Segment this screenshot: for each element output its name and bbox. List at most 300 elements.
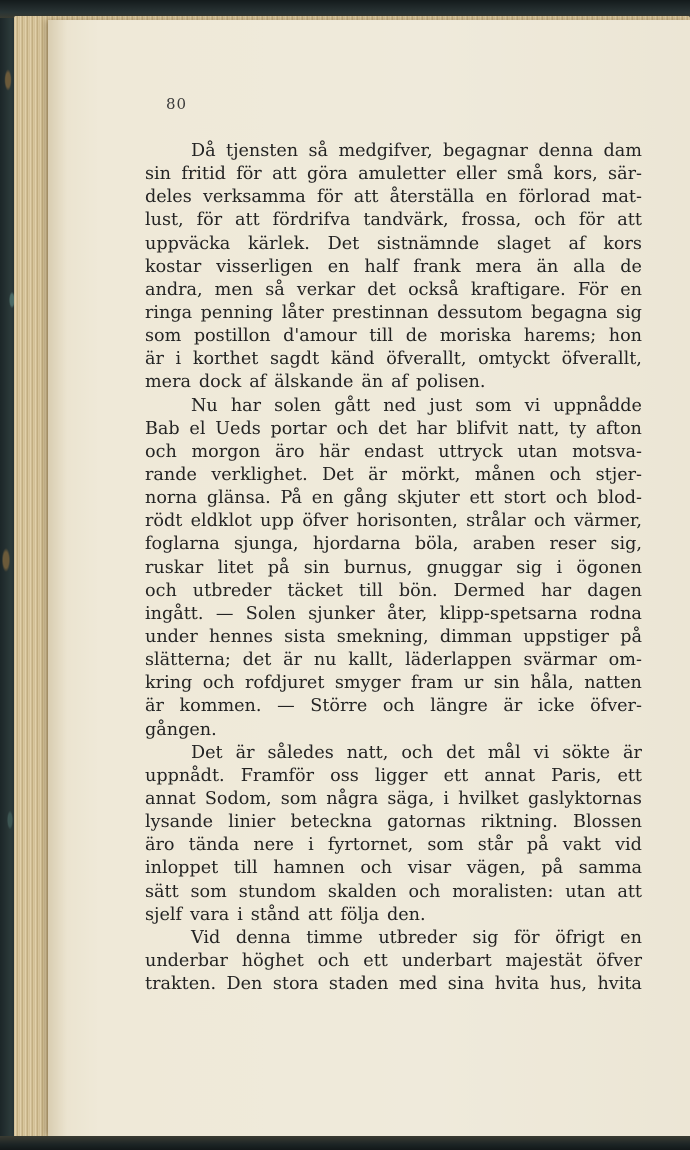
text-line: [145, 788, 642, 811]
text-line: [145, 811, 642, 834]
word: sin: [493, 673, 520, 694]
word: medgifver,: [338, 141, 433, 161]
word: rande: [145, 464, 197, 485]
word: upp: [260, 511, 295, 532]
word: just: [429, 395, 463, 416]
word: är: [368, 464, 387, 485]
word: eller: [456, 164, 497, 185]
text-line: [145, 557, 642, 580]
word: gatornas: [387, 812, 466, 833]
word: i: [237, 904, 243, 925]
word: eldklot: [190, 511, 252, 532]
text-line: [145, 834, 642, 857]
word: vakt: [562, 835, 601, 856]
word: lysande: [145, 812, 214, 833]
word: och: [317, 950, 350, 971]
word: prestinnan: [332, 302, 429, 323]
text-line: [145, 209, 642, 232]
word: beteckna: [290, 812, 372, 833]
word: burnus,: [344, 557, 413, 578]
text-line: [145, 927, 642, 950]
word: Det: [191, 742, 223, 763]
word: utbreder: [378, 927, 457, 948]
text-line: [145, 395, 642, 418]
word: —: [277, 696, 295, 717]
word: på: [526, 835, 549, 856]
word: och: [555, 488, 588, 509]
word: som: [190, 881, 227, 902]
word: frank: [413, 256, 461, 277]
word: korthet: [192, 349, 259, 370]
word: denna: [538, 141, 594, 161]
text-line: [145, 348, 642, 371]
text-line: [145, 233, 642, 256]
word: i: [556, 557, 563, 578]
word: och: [336, 418, 369, 439]
word: Det: [322, 464, 354, 485]
word: Ueds: [215, 418, 261, 439]
word: sär-: [608, 164, 642, 185]
text-line: [145, 580, 642, 603]
word: än: [361, 372, 384, 393]
word: öfver-: [590, 696, 642, 717]
word: För: [577, 279, 609, 300]
word: andra,: [145, 279, 203, 300]
word: en: [311, 488, 334, 509]
word: här: [319, 441, 350, 462]
word: el: [189, 418, 206, 439]
word: penning: [200, 302, 274, 323]
word: är: [623, 742, 642, 763]
word: trakten.: [145, 974, 217, 995]
word: morgon: [191, 441, 261, 462]
word: uppnådde: [553, 395, 642, 416]
word: amuletter: [358, 164, 446, 185]
text-line: [145, 487, 642, 510]
word: att: [617, 210, 642, 231]
word: om-: [608, 650, 642, 671]
word: uppnådt.: [145, 765, 225, 786]
text-line: [145, 464, 642, 487]
word: verklighet.: [211, 464, 308, 485]
word: d'amour: [283, 326, 357, 347]
word: än: [536, 256, 559, 277]
word: endast: [364, 441, 424, 462]
text-line: [145, 672, 642, 695]
word: en: [620, 927, 642, 948]
word: hvita: [494, 974, 540, 995]
word: gången.: [145, 719, 217, 740]
word: en: [485, 187, 508, 208]
word: omtyckt: [478, 349, 550, 370]
word: verkar: [296, 279, 356, 300]
word: polisen.: [415, 372, 486, 393]
word: hus,: [549, 974, 587, 995]
word: kallt,: [348, 650, 394, 671]
word: till: [233, 858, 258, 879]
word: för: [578, 210, 605, 231]
word: för: [196, 210, 223, 231]
word: som: [427, 835, 464, 856]
text-line: [145, 765, 642, 788]
word: bön.: [398, 580, 438, 601]
word: kors: [603, 233, 642, 254]
word: smyger: [334, 673, 401, 694]
word: höghet: [241, 950, 304, 971]
word: Vid: [191, 927, 221, 948]
word: fram: [411, 673, 454, 694]
word: smekning,: [336, 626, 429, 647]
word: harems;: [523, 326, 597, 347]
text-line: [145, 510, 642, 533]
word: har: [230, 395, 262, 416]
word: lust,: [145, 210, 184, 231]
word: denna: [235, 927, 291, 948]
word: på: [620, 626, 642, 647]
word: nere: [253, 835, 294, 856]
word: kostar: [145, 256, 202, 277]
word: det: [377, 418, 407, 439]
word: öfver: [302, 511, 349, 532]
word: horisonten,: [356, 511, 458, 532]
text-line: [145, 371, 642, 394]
word: Då: [191, 141, 216, 161]
word: dimman: [439, 626, 512, 647]
word: mörkt,: [401, 464, 461, 485]
word: sagdt: [270, 349, 320, 370]
word: gått: [334, 395, 371, 416]
text-line: [145, 279, 642, 302]
word: och: [533, 511, 566, 532]
word: sina: [447, 974, 485, 995]
word: kring: [145, 673, 193, 694]
text-line: [145, 140, 642, 163]
word: underbart: [401, 950, 492, 971]
word: sista: [284, 626, 326, 647]
word: hvita: [597, 974, 642, 995]
word: stånd: [250, 904, 300, 925]
word: Det: [327, 233, 360, 254]
word: klipp-spetsarna: [439, 603, 578, 624]
word: hjordarna: [312, 534, 401, 555]
word: afton: [595, 418, 642, 439]
word: känd: [330, 349, 375, 370]
word: postillon: [193, 326, 271, 347]
word: tandvärk,: [363, 210, 449, 231]
word: Framför: [240, 765, 315, 786]
word: hon: [608, 326, 642, 347]
text-line: [145, 441, 642, 464]
page-number: 80: [166, 95, 188, 113]
word: sig: [516, 557, 543, 578]
word: reser: [549, 534, 597, 555]
text-line: [145, 649, 642, 672]
word: kärlek.: [248, 233, 310, 254]
word: och: [145, 441, 177, 462]
word: blifvit: [456, 418, 509, 439]
word: Den: [226, 974, 263, 995]
word: gaslyktornas: [527, 788, 642, 809]
word: visserligen: [216, 256, 313, 277]
word: i: [443, 788, 450, 809]
word: att: [353, 187, 379, 208]
word: under: [145, 626, 198, 647]
word: ett: [617, 765, 642, 786]
word: utbreder: [192, 580, 272, 601]
word: —: [215, 603, 234, 624]
word: solen: [274, 395, 322, 416]
word: svärmar: [523, 650, 597, 671]
word: mera: [145, 372, 191, 393]
word: den.: [386, 904, 426, 925]
word: ringa: [145, 302, 193, 323]
word: som: [475, 395, 512, 416]
word: en: [620, 279, 642, 300]
text-line: [145, 163, 642, 186]
word: åter,: [387, 603, 428, 624]
word: uttryck: [438, 441, 503, 462]
word: ingått.: [145, 603, 204, 624]
word: annat: [145, 788, 196, 809]
text-line: [145, 742, 642, 765]
word: och: [534, 210, 566, 231]
word: de: [405, 326, 428, 347]
word: visar: [407, 858, 452, 879]
word: vid: [615, 835, 642, 856]
word: att: [617, 881, 642, 902]
word: begagnar: [443, 141, 528, 161]
word: är: [283, 650, 303, 671]
text-line: [145, 626, 642, 649]
text-line: [145, 857, 642, 880]
word: deles: [145, 187, 192, 208]
word: tjensten: [226, 141, 299, 161]
word: af: [568, 233, 586, 254]
word: uppväcka: [145, 233, 231, 254]
word: håla,: [530, 673, 574, 694]
word: i: [175, 349, 182, 370]
text-line: [145, 533, 642, 556]
word: läderlappen: [405, 650, 512, 671]
word: som: [280, 788, 318, 809]
word: för: [514, 927, 540, 948]
word: värmer,: [573, 511, 642, 532]
word: ur: [463, 673, 484, 694]
word: begagna: [531, 302, 608, 323]
word: har: [540, 580, 572, 601]
word: Nu: [191, 395, 218, 416]
word: ögonen: [576, 557, 642, 578]
word: ned: [383, 395, 417, 416]
word: Sodom,: [204, 788, 272, 809]
word: ett: [469, 488, 495, 509]
word: uppstiger: [523, 626, 609, 647]
word: sig,: [610, 534, 642, 555]
word: sin: [145, 164, 171, 185]
word: skjuter: [397, 488, 460, 509]
word: på: [267, 557, 290, 578]
word: norna: [145, 488, 198, 509]
word: och: [202, 673, 235, 694]
word: gnuggar: [426, 557, 502, 578]
word: frossa,: [461, 210, 522, 231]
word: araben: [472, 534, 536, 555]
word: och: [145, 580, 177, 601]
word: ty: [569, 418, 587, 439]
word: af: [391, 372, 409, 393]
word: förlorad: [518, 187, 591, 208]
word: kommen.: [179, 696, 262, 717]
word: öfver: [596, 950, 642, 971]
word: att: [272, 164, 297, 185]
word: litet: [217, 557, 254, 578]
word: hennes: [209, 626, 273, 647]
word: och: [360, 858, 393, 879]
word: öfrigt: [555, 927, 605, 948]
word: Paris,: [551, 765, 602, 786]
word: oss: [330, 765, 359, 786]
word: som: [145, 326, 182, 347]
word: verksamma: [202, 187, 306, 208]
word: natt,: [346, 742, 389, 763]
word: också: [408, 279, 459, 300]
word: för: [236, 164, 262, 185]
word: majestät: [505, 950, 583, 971]
word: sig: [616, 302, 642, 323]
word: till: [358, 580, 383, 601]
word: sökte: [562, 742, 611, 763]
word: en: [327, 256, 350, 277]
word: portar: [270, 418, 327, 439]
word: natt,: [517, 418, 560, 439]
word: månen: [474, 464, 536, 485]
bottom-binding-strip: [0, 1136, 690, 1150]
text-line: [145, 186, 642, 209]
word: alla: [573, 256, 606, 277]
word: sjunga,: [234, 534, 299, 555]
word: half: [364, 256, 399, 277]
word: moralisten:: [452, 881, 554, 902]
word: dagen: [587, 580, 642, 601]
word: har: [416, 418, 447, 439]
word: fritid: [181, 164, 226, 185]
text-line: [145, 973, 642, 996]
word: glänsa.: [206, 488, 271, 509]
word: rödt: [145, 511, 183, 532]
word: återställa: [389, 187, 475, 208]
word: och: [401, 742, 434, 763]
word: utan: [565, 881, 606, 902]
word: kraftigare.: [470, 279, 566, 300]
word: Solen: [245, 603, 296, 624]
word: vägen,: [466, 858, 526, 879]
word: och: [408, 881, 441, 902]
word: slätterna;: [145, 650, 231, 671]
word: så: [265, 279, 285, 300]
word: och: [382, 696, 415, 717]
word: älskande: [274, 372, 354, 393]
word: är: [145, 349, 164, 370]
word: inloppet: [145, 858, 219, 879]
word: det: [446, 742, 475, 763]
word: på: [541, 858, 564, 879]
word: dock: [198, 372, 242, 393]
word: vi: [533, 742, 550, 763]
word: Bab: [145, 418, 180, 439]
word: slaget: [496, 233, 551, 254]
word: till: [369, 326, 394, 347]
word: af: [249, 372, 267, 393]
word: ruskar: [145, 557, 204, 578]
word: Större: [310, 696, 368, 717]
word: På: [280, 488, 303, 509]
word: natten: [584, 673, 642, 694]
word: strålar: [466, 511, 526, 532]
word: fyrtornet,: [327, 835, 414, 856]
word: låter: [281, 302, 324, 323]
word: tända: [188, 835, 240, 856]
word: blod-: [597, 488, 642, 509]
word: motsva-: [572, 441, 642, 462]
word: Blossen: [573, 812, 642, 833]
word: sistnämnde: [376, 233, 480, 254]
word: att: [235, 210, 260, 231]
text-line: [145, 950, 642, 973]
word: samma: [578, 858, 642, 879]
word: längre: [430, 696, 488, 717]
word: sjunker: [308, 603, 375, 624]
word: ett: [443, 765, 469, 786]
word: mat-: [601, 187, 642, 208]
word: dam: [603, 141, 642, 161]
word: foglarna: [145, 534, 220, 555]
text-line: [145, 881, 642, 904]
word: annat: [484, 765, 536, 786]
word: sin: [303, 557, 330, 578]
word: fördrifva: [272, 210, 351, 231]
word: stora: [272, 974, 319, 995]
body-text: [145, 140, 642, 996]
text-line: [145, 418, 642, 441]
word: vi: [524, 395, 541, 416]
word: äro: [274, 441, 305, 462]
text-line: [145, 695, 642, 718]
word: gång: [343, 488, 388, 509]
word: rofdjuret: [244, 673, 325, 694]
word: följa: [340, 904, 380, 925]
word: är: [235, 742, 255, 763]
word: underbar: [145, 950, 228, 971]
word: att: [307, 904, 333, 925]
word: rodna: [589, 603, 642, 624]
word: små: [506, 164, 544, 185]
word: i: [308, 835, 314, 856]
word: de: [620, 256, 642, 277]
word: och: [549, 464, 582, 485]
word: vara: [189, 904, 230, 925]
word: öfverallt,: [561, 349, 642, 370]
text-line: [145, 719, 642, 742]
word: stjer-: [595, 464, 642, 485]
text-line: [145, 603, 642, 626]
word: skalden: [327, 881, 397, 902]
word: staden: [328, 974, 389, 995]
word: utan: [517, 441, 558, 462]
text-line: [145, 325, 642, 348]
word: stundom: [238, 881, 317, 902]
word: mål: [487, 742, 521, 763]
word: sjelf: [145, 904, 183, 925]
